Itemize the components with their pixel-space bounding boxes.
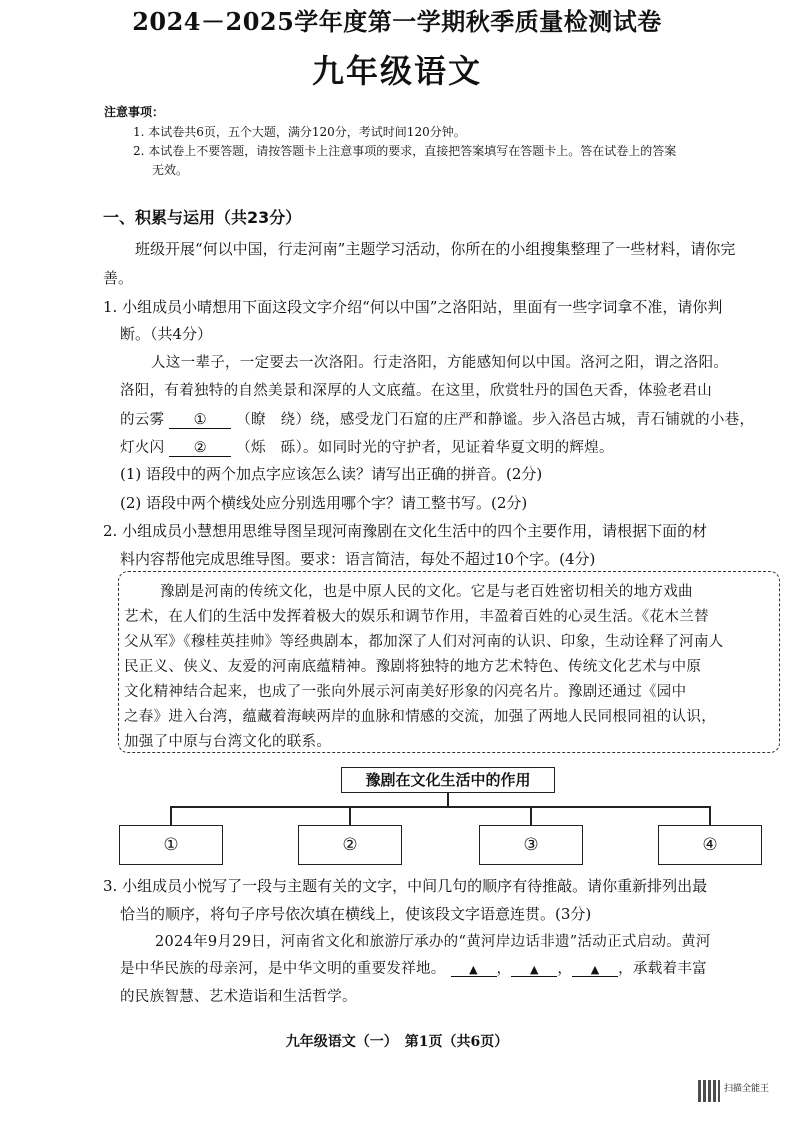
q1-stem: 1. 小组成员小晴想用下面这段文字介绍“何以中国”之洛阳站，里面有一些字词拿不准，请你判 (103, 298, 723, 316)
passage-text: 的云雾 (120, 412, 165, 428)
q3-passage-line: 的民族智慧、艺术造诣和生活哲学。 (120, 989, 357, 1005)
q1-passage-line (120, 408, 754, 429)
passage-text: 灯火闪 (120, 440, 165, 456)
q2-passage-line: 之春》进入台湾，蕴藏着海峡两岸的血脉和情感的交流，加强了两地人民同根同祖的认识， (124, 709, 716, 725)
blank-2: ② (169, 440, 231, 457)
q3-passage-line: 是中华民族的母亲河，是中华文明的重要发祥地。 ▲ ， ▲ ， ▲ ，承载着丰富 (120, 961, 707, 977)
q1-passage-line: 洛阳，有着独特的自然美景和深厚的人文底蕴。在这里，欣赏牡丹的国色天香，体验老君山 (120, 383, 712, 399)
mindmap-root: 豫剧在文化生活中的作用 (341, 767, 555, 793)
qr-code (698, 1080, 720, 1102)
mindmap-connector (170, 806, 710, 808)
mindmap-connector (349, 806, 351, 825)
q2-passage-line: 豫剧是河南的传统文化，也是中原人民的文化。它是与老百姓密切相关的地方戏曲 (160, 584, 693, 600)
q2-passage-line: 民正义、侠义、友爱的河南底蕴精神。豫剧将独特的地方艺术特色、传统文化艺术与中原 (124, 659, 702, 675)
mindmap-node-4: ④ (658, 825, 762, 865)
q2-passage-line: 文化精神结合起来，也成了一张向外展示河南美好形象的闪亮名片。豫剧还通过《园中 (124, 684, 687, 700)
mindmap-connector (170, 806, 172, 825)
passage-text: 是中华民族的母亲河，是中华文明的重要发祥地。 (120, 961, 446, 977)
section-heading: 一、积累与运用（共23分） (103, 208, 302, 227)
blank-1: ① (169, 412, 231, 429)
exam-subtitle: 九年级语文 (311, 52, 482, 90)
q2-stem: 料内容帮他完成思维导图。要求：语言简洁，每处不超过10个字。(4分) (120, 550, 596, 568)
note-item: 2. 本试卷上不要答题，请按答题卡上注意事项的要求，直接把答案填写在答题卡上。答在试卷上的答案 (133, 144, 677, 158)
mindmap-connector (530, 806, 532, 825)
order-blank-1: ▲ (451, 963, 497, 977)
page-footer: 九年级语文（一） 第1页（共6页） (285, 1034, 509, 1050)
q2-passage-line: 艺术，在人们的生活中发挥着极大的娱乐和调节作用，丰盈着百姓的心灵生活。《花木兰替 (124, 609, 709, 625)
q1-sub: (2) 语段中两个横线处应分别选用哪个字？请工整书写。(2分) (120, 494, 528, 512)
passage-text: （烁 砾）。如同时光的守护者，见证着华夏文明的辉煌。 (236, 440, 614, 456)
q2-passage-line: 父从军》《穆桂英挂帅》等经典剧本，都加深了人们对河南的认识、印象，生动诠释了河南人 (124, 634, 724, 650)
q1-sub: (1) 语段中的两个加点字应该怎么读？请写出正确的拼音。(2分) (120, 465, 543, 483)
q2-stem: 2. 小组成员小慧想用思维导图呈现河南豫剧在文化生活中的四个主要作用，请根据下面的材 (103, 522, 708, 540)
q1-passage-line: 人这一辈子，一定要去一次洛阳。行走洛阳，方能感知何以中国。洛河之阳，谓之洛阳。 (151, 355, 729, 371)
section-intro: 善。 (103, 269, 134, 287)
notes-label: 注意事项： (104, 105, 165, 119)
passage-text: （瞭 绕）绕，感受龙门石窟的庄严和静谧。步入洛邑古城，青石铺就的小巷， (236, 412, 755, 428)
mindmap-node-3: ③ (479, 825, 583, 865)
q1-passage-line (120, 436, 614, 457)
order-blank-3: ▲ (572, 963, 618, 977)
exam-title: 2024－2025学年度第一学期秋季质量检测试卷 (132, 7, 662, 36)
order-blank-2: ▲ (511, 963, 557, 977)
q3-stem: 3. 小组成员小悦写了一段与主题有关的文字，中间几句的顺序有待推敲。请你重新排列出最 (103, 877, 708, 895)
q1-stem: 断。（共4分） (120, 325, 213, 343)
mindmap-connector (447, 793, 449, 806)
q3-stem: 恰当的顺序，将句子序号依次填在横线上，使该段文字语意连贯。(3分) (120, 905, 592, 923)
mindmap-connector (709, 806, 711, 825)
note-item: 1. 本试卷共6页，五个大题，满分120分，考试时间120分钟。 (133, 125, 466, 139)
mindmap-node-2: ② (298, 825, 402, 865)
scanner-watermark: 扫描全能王 (724, 1084, 770, 1094)
q2-passage-line: 加强了中原与台湾文化的联系。 (124, 734, 332, 750)
q3-passage-line: 2024年9月29日，河南省文化和旅游厅承办的“黄河岸边话非遗”活动正式启动。黄河 (155, 934, 711, 950)
mindmap-node-1: ① (119, 825, 223, 865)
passage-text: ，承载着丰富 (618, 961, 707, 977)
section-intro: 班级开展“何以中国，行走河南”主题学习活动，你所在的小组搜集整理了一些材料，请你完 (135, 240, 736, 258)
note-item: 无效。 (152, 163, 189, 177)
